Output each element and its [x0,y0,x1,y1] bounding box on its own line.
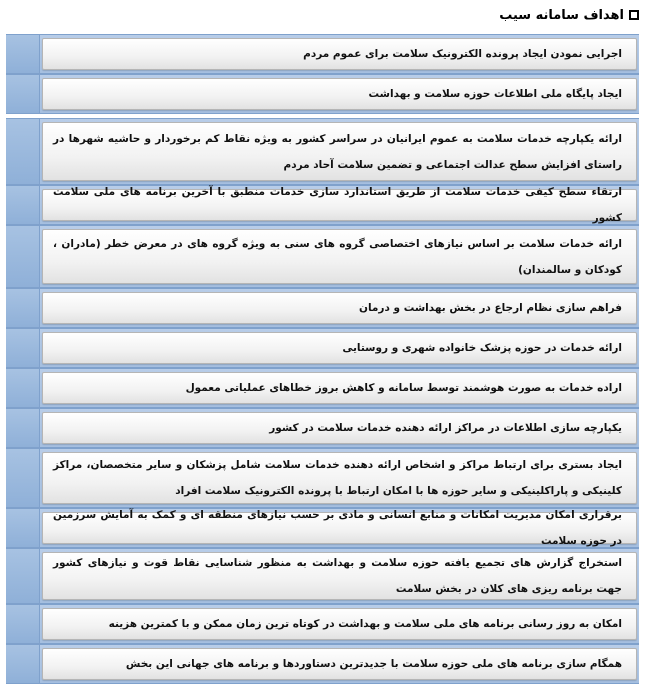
goal-tab [6,74,39,114]
list-item [6,225,639,288]
goal-tab [6,448,39,508]
goal-text: ارائه خدمات سلامت بر اساس نیازهای اختصاصی گروه های سنی به ویژه گروه های در معرض خطر (مادران ، کودکان و سالمندان) [53,237,622,276]
section-header [499,6,639,24]
goal-text: ایجاد پایگاه ملی اطلاعات حوزه سلامت و بهداشت [368,88,622,100]
goal-card [42,186,637,224]
goals-list [6,34,639,684]
goal-text: امکان به روز رسانی برنامه های ملی سلامت و بهداشت در کوتاه ترین زمان ممکن و با کمترین هزینه [108,618,622,630]
goal-text: اجرایی نمودن ایجاد پرونده الکترونیک سلامت برای عموم مردم [303,48,622,60]
list-item [6,34,639,74]
list-item [6,508,639,548]
list-item [6,408,639,448]
goal-text: یکپارچه سازی اطلاعات در مراکز ارائه دهنده خدمات سلامت در کشور [269,422,622,434]
list-item [6,288,639,328]
goal-tab [6,34,39,74]
goal-text: ارتقاء سطح کیفی خدمات سلامت از طریق استاندارد سازی خدمات منطبق با آخرین برنامه های ملی سلامت کشور [53,186,622,224]
goal-text: ارائه یکپارچه خدمات سلامت به عموم ایرانیان در سراسر کشور به ویژه نقاط کم برخوردار و حاشیه شهرها در راستای افزایش سطح عدالت اجتماعی و تضمین سلامت آحاد مردم [53,132,622,171]
goal-tab [6,644,39,684]
goal-tab [6,288,39,328]
goal-card [42,292,637,324]
goal-card [42,452,637,504]
goal-card [42,412,637,444]
goal-card [42,229,637,284]
goal-tab [6,118,39,185]
goal-card [42,122,637,181]
section-title: اهداف سامانه سیب [499,7,624,23]
goal-card [42,78,637,110]
list-item [6,118,639,185]
goal-text: ارائه خدمات در حوزه پزشک خانواده شهری و روستایی [342,342,622,354]
goal-text: ایجاد بستری برای ارتباط مراکز و اشخاص ارائه دهنده خدمات سلامت شامل پزشکان و سایر متخصصان، مراکز کلینیکی و پاراکلینیکی و سایر حوزه ها با امکان ارتباط با پرونده الکترونیک سلامت افراد [53,459,622,497]
list-item [6,644,639,684]
goal-tab [6,508,39,548]
goal-text: فراهم سازی نظام ارجاع در بخش بهداشت و درمان [359,302,622,314]
list-item [6,604,639,644]
goal-card [42,332,637,364]
checkbox-icon [629,10,639,20]
list-item [6,328,639,368]
list-item [6,548,639,604]
goal-card [42,509,637,547]
goal-tab [6,408,39,448]
goal-text: استخراج گزارش های تجمیع یافته حوزه سلامت و بهداشت به منظور شناسایی نقاط قوت و نیازهای کشور جهت برنامه ریزی های کلان در بخش سلامت [53,557,622,595]
goal-card [42,372,637,404]
goal-card [42,38,637,70]
goal-text: اراده خدمات به صورت هوشمند توسط سامانه و کاهش بروز خطاهای عملیاتی معمول [185,382,622,394]
list-item [6,74,639,114]
goal-tab [6,225,39,288]
goal-text: همگام سازی برنامه های ملی حوزه سلامت با جدیدترین دستاوردها و برنامه های جهانی این بخش [125,658,622,670]
list-item [6,448,639,508]
list-item [6,185,639,225]
list-item [6,368,639,408]
goal-card [42,552,637,600]
goal-tab [6,368,39,408]
goal-tab [6,604,39,644]
goal-tab [6,548,39,604]
goal-card [42,608,637,640]
goal-tab [6,328,39,368]
goal-card [42,648,637,680]
goal-tab [6,185,39,225]
goal-text: برقراری امکان مدیریت امکانات و منابع انسانی و مادی بر حسب نیازهای منطقه ای و کمک به آمایش سرزمین در حوزه سلامت [53,509,622,547]
